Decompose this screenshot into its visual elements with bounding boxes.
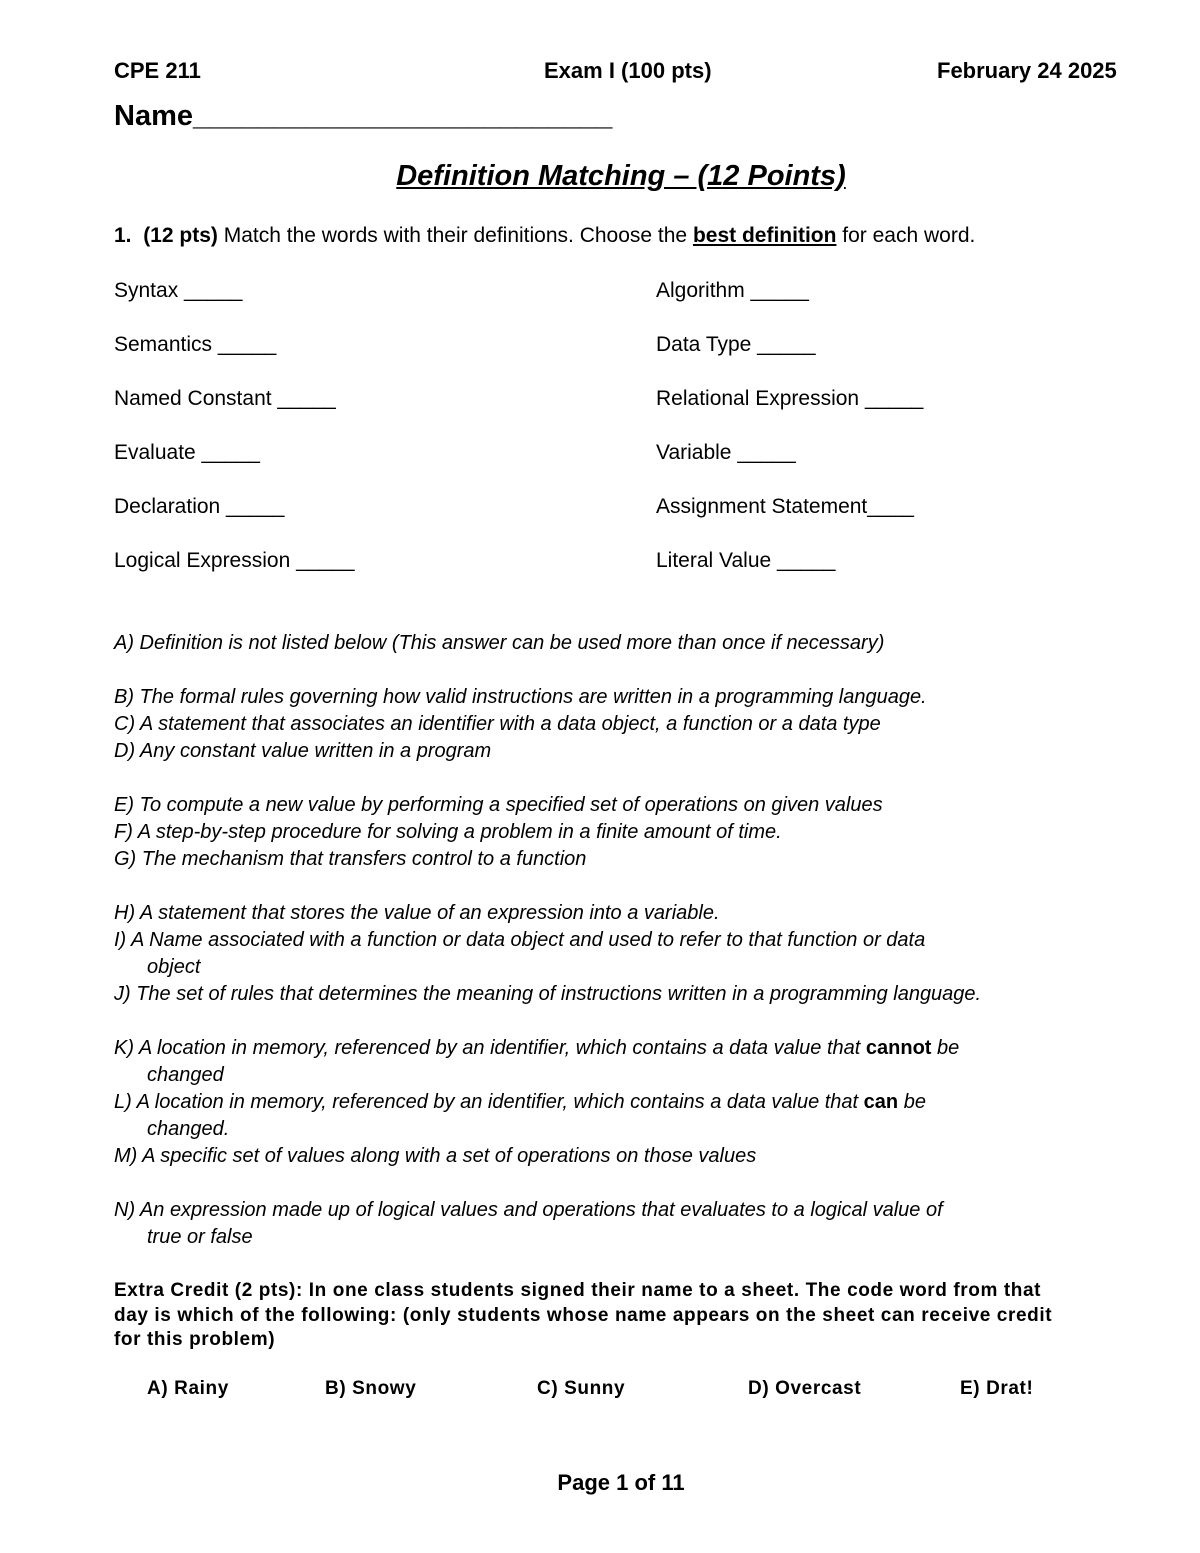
question-emphasis: best definition — [692, 224, 837, 247]
term-relational-expression: Relational Expression _____ — [656, 387, 924, 410]
definition-d: D) Any constant value written in a program — [114, 740, 492, 762]
definition-k-after: be — [931, 1037, 960, 1059]
term-algorithm: Algorithm _____ — [656, 279, 809, 302]
extra-credit-option-a: A) Rainy — [147, 1378, 229, 1399]
definition-m: M) A specific set of values along with a set of operations on those values — [114, 1145, 757, 1167]
definition-n — [114, 1197, 1144, 1251]
definition-n-continued: true or false — [147, 1226, 253, 1248]
extra-credit-option-e: E) Drat! — [960, 1378, 1034, 1399]
section-title: Definition Matching – (12 Points) — [396, 160, 846, 192]
extra-credit-line-3: for this problem) — [114, 1329, 276, 1350]
term-evaluate: Evaluate _____ — [114, 441, 260, 464]
definition-k-continued: changed — [147, 1064, 224, 1086]
term-logical-expression: Logical Expression _____ — [114, 549, 355, 572]
definition-l — [114, 1089, 1144, 1143]
course-code: CPE 211 — [114, 58, 201, 83]
definition-list — [114, 630, 1144, 1251]
page-number: Page 1 of 11 — [557, 1470, 685, 1495]
extra-credit-line-1: Extra Credit (2 pts): In one class students signed their name to a sheet. The code word from that — [114, 1280, 1042, 1301]
extra-credit — [114, 1279, 1124, 1353]
extra-credit-option-c: C) Sunny — [537, 1378, 626, 1399]
definition-c: C) A statement that associates an identifier with a data object, a function or a data type — [114, 713, 881, 735]
definition-b: B) The formal rules governing how valid instructions are written in a programming language. — [114, 686, 927, 708]
question-number: 1. — [114, 224, 132, 247]
extra-credit-option-b: B) Snowy — [325, 1378, 417, 1399]
question-text-before: Match the words with their definitions. Choose the — [217, 224, 693, 247]
term-literal-value: Literal Value _____ — [656, 549, 836, 572]
definition-e: E) To compute a new value by performing a specified set of operations on given values — [114, 794, 883, 816]
term-variable: Variable _____ — [656, 441, 796, 464]
extra-credit-option-d: D) Overcast — [748, 1378, 862, 1399]
term-semantics: Semantics _____ — [114, 333, 277, 356]
definition-i-text: I) A Name associated with a function or data object and used to refer to that function or data — [114, 929, 926, 951]
definition-l-continued: changed. — [147, 1118, 230, 1140]
name-line: Name__________________________ — [114, 100, 613, 132]
definition-k-text: K) A location in memory, referenced by an identifier, which contains a data value that — [114, 1037, 866, 1059]
question-points: (12 pts) — [143, 224, 218, 247]
definition-j: J) The set of rules that determines the meaning of instructions written in a programming language. — [114, 983, 982, 1005]
definition-f: F) A step-by-step procedure for solving a problem in a finite amount of time. — [114, 821, 782, 843]
exam-title: Exam I (100 pts) — [544, 58, 712, 83]
definition-l-text: L) A location in memory, referenced by an identifier, which contains a data value that — [114, 1091, 864, 1113]
term-declaration: Declaration _____ — [114, 495, 285, 518]
exam-date: February 24 2025 — [937, 58, 1117, 83]
extra-credit-line-2: day is which of the following: (only students whose name appears on the sheet can receive credit — [114, 1304, 1053, 1326]
question-1 — [114, 224, 975, 248]
definition-i-continued: object — [147, 956, 201, 978]
definition-l-after: be — [898, 1091, 926, 1113]
definition-h: H) A statement that stores the value of an expression into a variable. — [114, 902, 720, 924]
definition-k — [114, 1035, 1144, 1089]
definition-g: G) The mechanism that transfers control to a function — [114, 848, 587, 870]
term-data-type: Data Type _____ — [656, 333, 816, 356]
term-assignment-statement: Assignment Statement____ — [656, 495, 914, 518]
question-text-after: for each word. — [836, 224, 976, 247]
definition-i — [114, 927, 1144, 981]
definition-k-emphasis: cannot — [865, 1037, 932, 1059]
definition-l-emphasis: can — [863, 1091, 899, 1113]
term-syntax: Syntax _____ — [114, 279, 243, 302]
term-named-constant: Named Constant _____ — [114, 387, 336, 410]
definition-n-text: N) An expression made up of logical values and operations that evaluates to a logical value of — [114, 1199, 943, 1221]
definition-a: A) Definition is not listed below (This answer can be used more than once if necessary) — [114, 632, 885, 654]
